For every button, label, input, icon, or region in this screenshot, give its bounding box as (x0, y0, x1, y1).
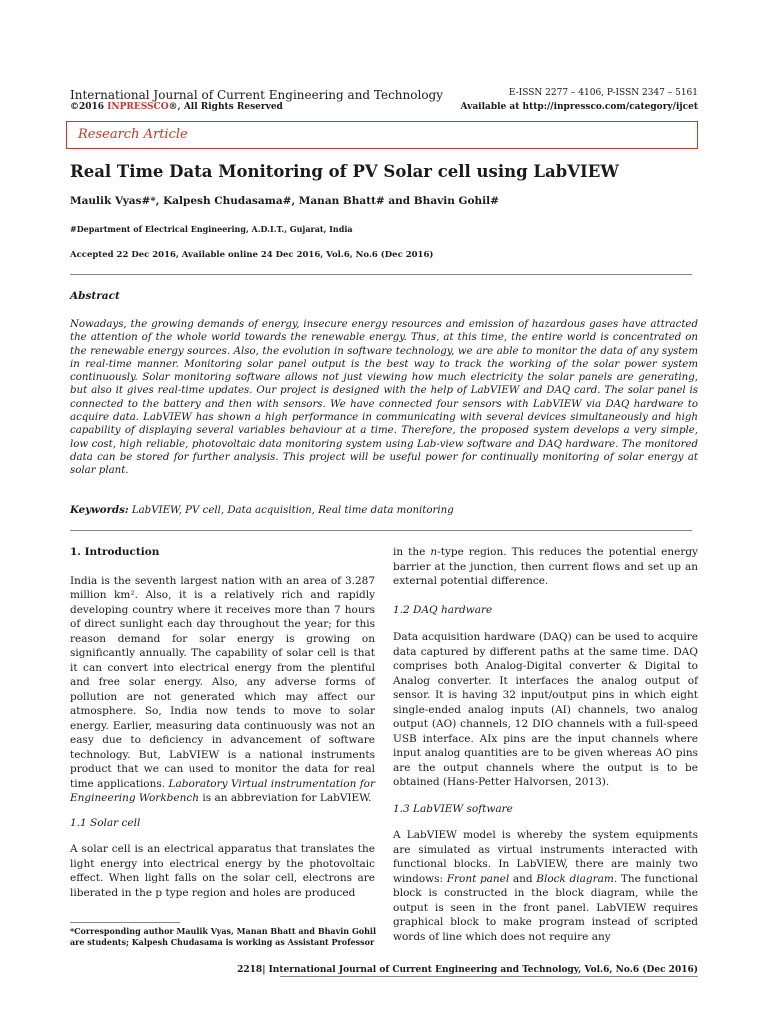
intro-paragraph (70, 574, 375, 806)
abstract-text: Nowadays, the growing demands of energy, insecure energy resources and emission of hazardous gases have attracted the attention of the whole world towards the renewable energy. Thus, at this time, the entire world is concentrated on the renewable energy sources. Also, the evolution in software technology, we are able to monitor the data of any system in real-time manner. Monitoring solar panel output is the best way to track the working of the solar power system continuously. Solar monitoring software allows not just viewing how much electricity the solar panels are generating, but also it gives real-time updates. Our project is designed with the help of LabVIEW and DAQ card. The solar panel is connected to the battery and then with sensors. We have connected four sensors with LabVIEW via DAQ hardware to acquire data. LabVIEW has shown a high performance in communicating with several devices simultaneously and high capability of displaying several variables behaviour at a time. Therefore, the proposed system develops a very simple, low cost, high reliable, photovoltaic data monitoring system using Lab-view software and DAQ hardware. The monitored data can be stored for further analysis. This project will be useful power for continually monitoring of solar energy at solar plant. (70, 319, 698, 477)
issn: E-ISSN 2277 – 4106, P-ISSN 2347 – 5161 (508, 88, 698, 98)
article-type: Research Article (78, 127, 188, 142)
availability-link[interactable]: Available at http://inpressco.com/category/ijcet (460, 102, 698, 112)
intro-text-end: is an abbreviation for LabVIEW. (199, 792, 372, 804)
solar-cell-heading: 1.1 Solar cell (70, 816, 141, 829)
copyright-suffix: ®, All Rights Reserved (168, 102, 283, 112)
paper-title: Real Time Data Monitoring of PV Solar cell using LabVIEW (70, 162, 619, 181)
authors: Maulik Vyas#*, Kalpesh Chudasama#, Manan Bhatt# and Bhavin Gohil# (70, 195, 499, 207)
intro-heading: 1. Introduction (70, 546, 160, 558)
publisher-brand: INPRESSCO (107, 102, 169, 112)
copyright-prefix: ©2016 (70, 102, 108, 112)
solar-cell-paragraph: A solar cell is an electrical apparatus that translates the light energy into electrical energy by the photovoltaic effect. When light falls on the solar cell, electrons are liberated in the p type region and holes are produced (70, 843, 375, 899)
footnote: *Corresponding author Maulik Vyas, Manan Bhatt and Bhavin Gohil are students; Kalpesh Chudasama is working as Assistant Professor (70, 926, 376, 947)
keywords-label: Keywords: (70, 504, 129, 516)
lv-front-panel: Front panel (446, 872, 510, 885)
left-column (70, 545, 375, 900)
cont-italic: n (430, 546, 438, 558)
lv-block-diagram: Block diagram (536, 872, 614, 885)
copyright (70, 102, 283, 112)
divider (70, 530, 692, 531)
abstract-heading: Abstract (70, 290, 120, 302)
cont-text: in the (393, 546, 431, 558)
lv-text: A LabVIEW model is whereby the system equipments are simulated as virtual instruments interacted with functional blocks. In LabVIEW, there are mainly two windows: (393, 829, 698, 885)
labview-heading: 1.3 LabVIEW software (393, 802, 513, 815)
cont-text-end: -type region. This reduces the potential energy barrier at the junction, then current flows and set up an external potential difference. (393, 546, 698, 587)
affiliation: #Department of Electrical Engineering, A.D.I.T., Gujarat, India (70, 224, 353, 234)
journal-name: International Journal of Current Engineering and Technology (70, 88, 444, 102)
intro-text: India is the seventh largest nation with an area of 3.287 million km². Also, it is a relatively rich and rapidly developing country where it receives more than 7 hours of direct sunlight each day throughout the year; for this reason demand for solar energy is growing on significantly annually. The capability of solar cell is that it can convert into electrical energy from the plentiful and free solar energy. Also, any adverse forms of pollution are not generated which may affect our atmosphere. So, India now tends to move to solar energy. Earlier, measuring data continuously was not an easy due to deficiency in advancement of software technology. But, LabVIEW is a national instruments product that we can used to monitor the data for real time applications. (70, 574, 375, 790)
daq-heading: 1.2 DAQ hardware (393, 603, 493, 616)
footnote-rule (70, 922, 180, 923)
lv-text-end: . The functional block is constructed in the block diagram, while the output is seen in the front panel. LabVIEW requires graphical block to make program instead of scripted words of line which does not require any (393, 872, 699, 943)
keywords (70, 504, 454, 516)
page-footer: 2218| International Journal of Current Engineering and Technology, Vol.6, No.6 (Dec 2016) (237, 965, 698, 975)
right-column (393, 545, 698, 944)
lv-and: and (509, 872, 537, 885)
keywords-value: LabVIEW, PV cell, Data acquisition, Real time data monitoring (128, 505, 454, 516)
publication-dates: Accepted 22 Dec 2016, Available online 24 Dec 2016, Vol.6, No.6 (Dec 2016) (70, 250, 434, 260)
continued-paragraph (393, 545, 698, 589)
labview-paragraph (393, 828, 698, 944)
divider (70, 274, 692, 275)
intro-italic: Laboratory Virtual instrumentation for Engineering Workbench (70, 777, 376, 804)
footer-rule (280, 976, 698, 977)
daq-paragraph: Data acquisition hardware (DAQ) can be used to acquire data captured by different paths at the same time. DAQ comprises both Analog-Digital converter & Digital to Analog converter. It interfaces the analog output of sensor. It is having 32 input/output pins in which eight single-ended analog inputs (AI) channels, two analog output (AO) channels, 12 DIO channels with a full-speed USB interface. AIx pins are the input channels where input analog quantities are to be given whereas AO pins are the output channels where the output is to be obtained (Hans-Petter Halvorsen, 2013). (393, 631, 698, 788)
